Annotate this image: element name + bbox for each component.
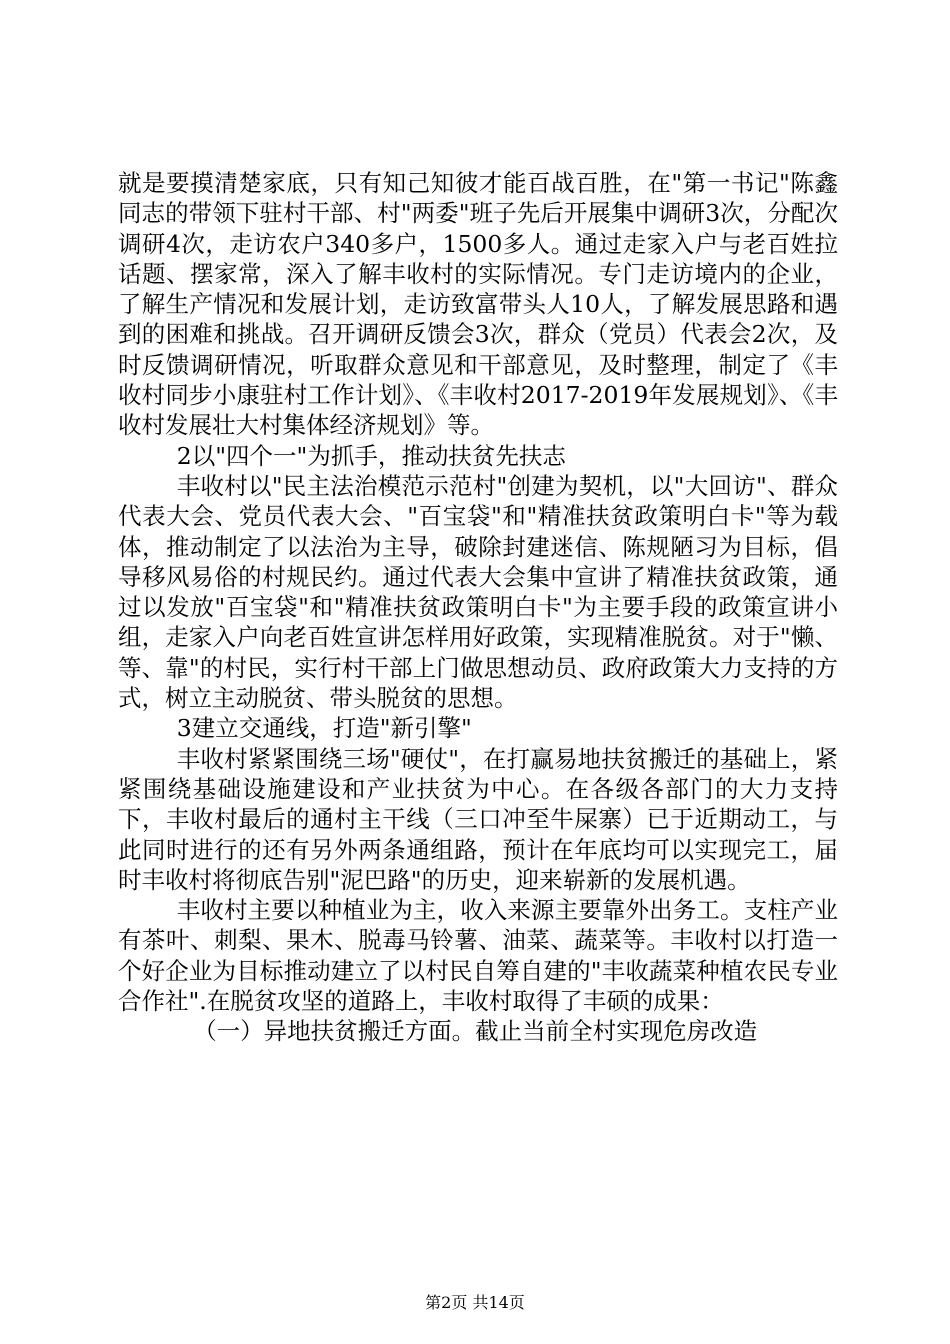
page-number-footer: 第2页 共14页 [425, 1293, 525, 1312]
paragraph-policy: 丰收村以"民主法治模范示范村"创建为契机，以"大回访"、群众代表大会、党员代表大会、"百宝袋"和"精准扶贫政策明白卡"等为载体，推动制定了以法治为主导，破除封建迷信、陈规陋习为目标，倡导移风易俗的村规民约。通过代表大会集中宣讲了精准扶贫政策，通过以发放"百宝袋"和"精准扶贫政策明白卡"为主要手段的政策宣讲小组，走家入户向老百姓宣讲怎样用好政策，实现精准脱贫。对于"懒、等、靠"的村民，实行村干部上门做思想动员、政府政策大力支持的方式，树立主动脱贫、带头脱贫的思想。 [118, 471, 838, 713]
paragraph-infrastructure: 丰收村紧紧围绕三场"硬仗"，在打赢易地扶贫搬迁的基础上，紧紧围绕基础设施建设和产业扶贫为中心。在各级各部门的大力支持下，丰收村最后的通村主干线（三口冲至牛屎寨）已于近期动工，与此同时进行的还有另外两条通组路，预计在年底均可以实现完工，届时丰收村将彻底告别"泥巴路"的历史，迎来崭新的发展机遇。 [118, 744, 838, 894]
heading-four-ones: 2以"四个一"为抓手，推动扶贫先扶志 [176, 441, 566, 470]
paragraph-industry: 丰收村主要以种植业为主，收入来源主要靠外出务工。支柱产业有茶叶、刺梨、果木、脱毒马铃薯、油菜、蔬菜等。丰收村以打造一个好企业为目标推动建立了以村民自筹自建的"丰收蔬菜种植农民专业合作社".在脱贫攻坚的道路上，丰收村取得了丰硕的成果： [118, 896, 838, 1016]
heading-traffic-line: 3建立交通线，打造"新引擎" [176, 714, 472, 743]
paragraph-relocation: （一）异地扶贫搬迁方面。截止当前全村实现危房改造 [193, 1017, 758, 1046]
document-body [118, 168, 838, 1047]
paragraph-research: 就是要摸清楚家底，只有知己知彼才能百战百胜，在"第一书记"陈鑫同志的带领下驻村干部、村"两委"班子先后开展集中调研3次，分配次调研4次，走访农户340多户，1500多人。通过走家入户与老百姓拉话题、摆家常，深入了解丰收村的实际情况。专门走访境内的企业，了解生产情况和发展计划，走访致富带头人10人，了解发展思路和遇到的困难和挑战。召开调研反馈会3次，群众（党员）代表会2次，及时反馈调研情况，听取群众意见和干部意见，及时整理，制定了《丰收村同步小康驻村工作计划》、《丰收村2017-2019年发展规划》、《丰收村发展壮大村集体经济规划》等。 [118, 169, 838, 440]
